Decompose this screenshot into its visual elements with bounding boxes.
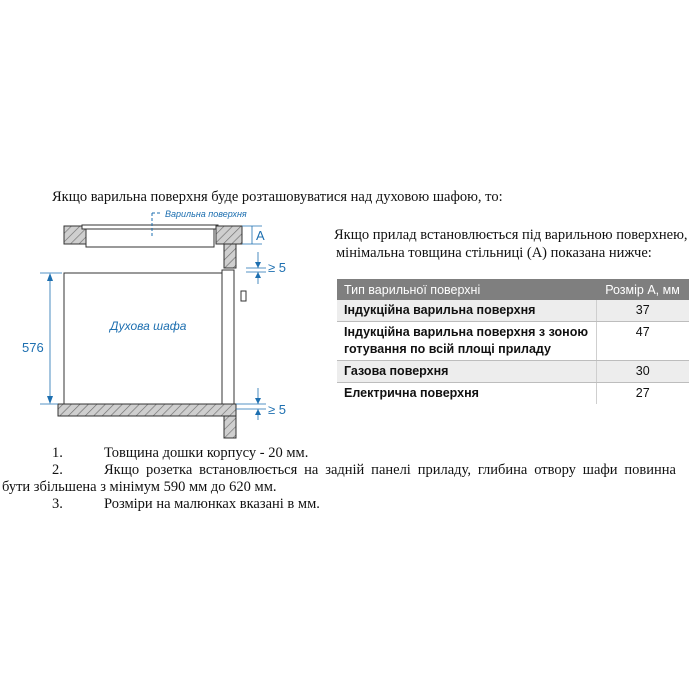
oven-door: [222, 270, 234, 404]
bottom-side-wall: [224, 416, 236, 438]
table-row: [337, 361, 689, 383]
right-text-line2: мінімальна товщина стільниці (A) показана нижче:: [336, 245, 652, 261]
header-size: Розмір A, мм: [596, 279, 689, 300]
note-number: 3.: [52, 496, 63, 512]
countertop-right: [216, 226, 242, 244]
table-row: [337, 322, 689, 361]
dim-gap-bottom-label: ≥ 5: [268, 402, 286, 417]
oven-label: Духова шафа: [110, 319, 187, 333]
row-size: 37: [596, 300, 689, 322]
note-text: Товщина дошки корпусу - 20 мм.: [104, 445, 309, 461]
row-type: Індукційна варильна поверхня: [337, 300, 596, 322]
note-text: Якщо розетка встановлюється на задній панелі приладу, глибина отвору шафи повинна: [104, 462, 676, 478]
row-size: 27: [596, 383, 689, 405]
bottom-shelf: [58, 404, 236, 416]
hob-top-plate: [82, 225, 218, 229]
oven-body: [64, 273, 222, 404]
row-type: Газова поверхня: [337, 361, 596, 383]
row-size: 47: [596, 322, 689, 361]
hob-label: Варильна поверхня: [165, 209, 247, 219]
cabinet-side-wall: [224, 244, 236, 268]
table-row: [337, 383, 689, 405]
dim-height-label: 576: [22, 340, 44, 355]
dim-a-label: A: [256, 228, 265, 243]
note-number: 2.: [52, 462, 63, 478]
row-size: 30: [596, 361, 689, 383]
hob-body: [86, 229, 214, 247]
note-text-continued: бути збільшена з мінімум 590 мм до 620 мм.: [2, 479, 277, 495]
intro-text: Якщо варильна поверхня буде розташовуватися над духовою шафою, то:: [52, 189, 503, 205]
table-header-row: [337, 279, 689, 300]
countertop-thickness-table: [337, 279, 689, 404]
note-text: Розміри на малюнках вказані в мм.: [104, 496, 320, 512]
oven-handle: [241, 291, 246, 301]
row-type: Електрична поверхня: [344, 386, 479, 400]
right-text-line1: Якщо прилад встановлюється під варильною поверхнею,: [334, 227, 688, 243]
dim-gap-top-label: ≥ 5: [268, 260, 286, 275]
note-number: 1.: [52, 445, 63, 461]
header-type: Тип варильної поверхні: [337, 279, 596, 300]
table-row: [337, 300, 689, 322]
row-type: Індукційна варильна поверхня з зоною готування по всій площі приладу: [337, 322, 596, 361]
